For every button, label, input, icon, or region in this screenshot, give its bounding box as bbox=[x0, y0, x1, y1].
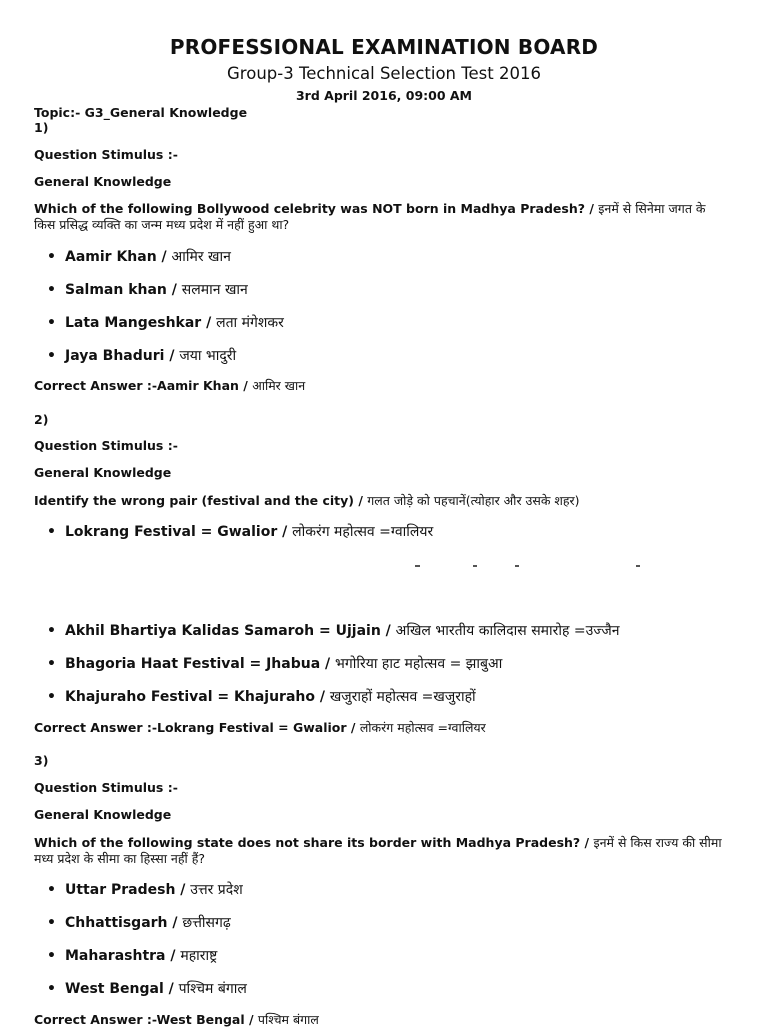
correct-answer-hi: लोकरंग महोत्सव =ग्वालियर bbox=[359, 720, 486, 735]
question-category: General Knowledge bbox=[34, 174, 172, 189]
option-hi: पश्चिम बंगाल bbox=[178, 981, 247, 997]
bullet-icon: • bbox=[47, 623, 56, 639]
option-item bbox=[47, 281, 248, 299]
option-hi: सलमान खान bbox=[181, 282, 248, 298]
question-text bbox=[34, 493, 580, 509]
option-en: Khajuraho Festival = Khajuraho / bbox=[65, 689, 325, 705]
bullet-icon: • bbox=[47, 524, 56, 540]
option-en: Chhattisgarh / bbox=[65, 915, 178, 931]
question-category: General Knowledge bbox=[34, 807, 172, 822]
bullet-icon: • bbox=[47, 282, 56, 298]
option-item bbox=[47, 688, 476, 706]
option-en: Lokrang Festival = Gwalior / bbox=[65, 524, 288, 540]
correct-answer-en: Correct Answer :-Lokrang Festival = Gwalior / bbox=[34, 720, 356, 735]
question-text-hi: गलत जोड़े को पहचानें(त्योहार और उसके शहर) bbox=[367, 493, 580, 508]
question-text-hi: इनमें से किस राज्य की सीमा मध्य प्रदेश के सीमा का हिस्सा नहीं हैं? bbox=[34, 835, 722, 866]
correct-answer-en: Correct Answer :-Aamir Khan / bbox=[34, 378, 248, 393]
question-number: 2) bbox=[34, 412, 49, 427]
option-en: Uttar Pradesh / bbox=[65, 882, 186, 898]
option-item bbox=[47, 655, 502, 673]
question-stimulus-label: Question Stimulus :- bbox=[34, 780, 178, 795]
bullet-icon: • bbox=[47, 915, 56, 931]
correct-answer-hi: पश्चिम बंगाल bbox=[257, 1012, 319, 1027]
option-item bbox=[47, 622, 619, 640]
scan-mark bbox=[636, 565, 640, 567]
question-stimulus-label: Question Stimulus :- bbox=[34, 438, 178, 453]
bullet-icon: • bbox=[47, 981, 56, 997]
option-en: Jaya Bhaduri / bbox=[65, 348, 175, 364]
question-stimulus-label: Question Stimulus :- bbox=[34, 147, 178, 162]
question-text-en: Which of the following state does not share its border with Madhya Pradesh? / bbox=[34, 835, 590, 850]
option-item bbox=[47, 523, 433, 541]
option-item bbox=[47, 914, 231, 932]
correct-answer bbox=[34, 720, 486, 736]
question-text-en: Identify the wrong pair (festival and the city) / bbox=[34, 493, 363, 508]
option-hi: लता मंगेशकर bbox=[216, 315, 284, 331]
test-subtitle: Group-3 Technical Selection Test 2016 bbox=[227, 64, 541, 83]
option-en: West Bengal / bbox=[65, 981, 174, 997]
option-hi: खजुराहों महोत्सव =खजुराहों bbox=[329, 689, 476, 705]
bullet-icon: • bbox=[47, 689, 56, 705]
option-hi: आमिर खान bbox=[171, 249, 231, 265]
option-hi: छत्तीसगढ़ bbox=[182, 915, 231, 931]
question-number: 1) bbox=[34, 120, 49, 135]
test-date: 3rd April 2016, 09:00 AM bbox=[295, 88, 472, 103]
question-number: 3) bbox=[34, 753, 49, 768]
option-en: Lata Mangeshkar / bbox=[65, 315, 212, 331]
correct-answer bbox=[34, 1012, 319, 1028]
option-item bbox=[47, 347, 236, 365]
bullet-icon: • bbox=[47, 315, 56, 331]
option-en: Maharashtra / bbox=[65, 948, 176, 964]
topic-line: Topic:- G3_General Knowledge bbox=[34, 105, 248, 120]
bullet-icon: • bbox=[47, 249, 56, 265]
scan-mark bbox=[515, 565, 519, 567]
question-category: General Knowledge bbox=[34, 465, 172, 480]
bullet-icon: • bbox=[47, 348, 56, 364]
option-en: Bhagoria Haat Festival = Jhabua / bbox=[65, 656, 331, 672]
option-en: Aamir Khan / bbox=[65, 249, 167, 265]
option-en: Akhil Bhartiya Kalidas Samaroh = Ujjain / bbox=[65, 623, 391, 639]
board-title: PROFESSIONAL EXAMINATION BOARD bbox=[169, 35, 599, 59]
question-text-hi: इनमें से सिनेमा जगत के किस प्रसिद्ध व्यक्ति का जन्म मध्य प्रदेश में नहीं हुआ था? bbox=[34, 201, 706, 232]
correct-answer-hi: आमिर खान bbox=[252, 378, 306, 393]
option-item bbox=[47, 248, 231, 266]
option-item bbox=[47, 947, 217, 965]
option-hi: जया भादुरी bbox=[179, 348, 237, 364]
option-en: Salman khan / bbox=[65, 282, 177, 298]
correct-answer-en: Correct Answer :-West Bengal / bbox=[34, 1012, 254, 1027]
question-text-en: Which of the following Bollywood celebrity was NOT born in Madhya Pradesh? / bbox=[34, 201, 594, 216]
bullet-icon: • bbox=[47, 948, 56, 964]
scan-mark bbox=[415, 565, 420, 567]
option-hi: अखिल भारतीय कालिदास समारोह =उज्जैन bbox=[395, 623, 620, 639]
question-text bbox=[34, 835, 724, 867]
question-text bbox=[34, 201, 724, 233]
option-item bbox=[47, 980, 247, 998]
scan-mark bbox=[473, 565, 477, 567]
bullet-icon: • bbox=[47, 656, 56, 672]
option-hi: महाराष्ट्र bbox=[180, 948, 218, 964]
option-hi: भगोरिया हाट महोत्सव = झाबुआ bbox=[335, 656, 503, 672]
option-item bbox=[47, 314, 284, 332]
option-item bbox=[47, 881, 243, 899]
bullet-icon: • bbox=[47, 882, 56, 898]
option-hi: लोकरंग महोत्सव =ग्वालियर bbox=[292, 524, 434, 540]
option-hi: उत्तर प्रदेश bbox=[190, 882, 243, 898]
correct-answer bbox=[34, 378, 305, 394]
